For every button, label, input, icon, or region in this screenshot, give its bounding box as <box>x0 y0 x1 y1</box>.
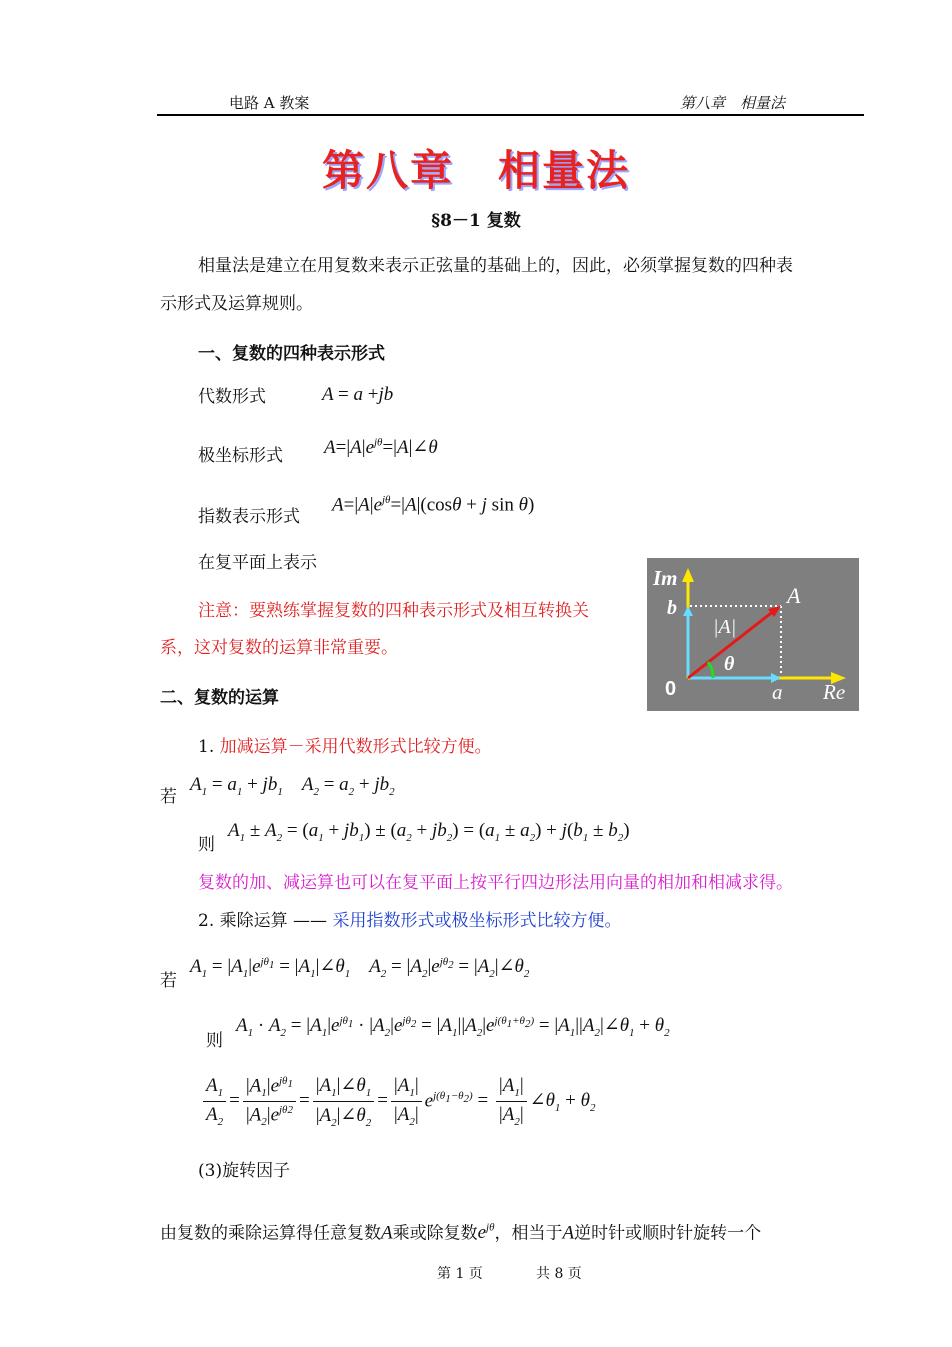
intro-line-2: 示形式及运算规则。 <box>160 294 313 314</box>
if1-formula: $A_1 = a_1 + jb_1$ $A_2 = a_2 + jb_2$ <box>190 774 395 798</box>
if2-label: 若 <box>160 971 177 991</box>
part2-heading: 二、复数的运算 <box>160 688 279 708</box>
re-label: Re <box>823 680 846 704</box>
origin-label: 0 <box>665 678 677 700</box>
addsub-formula: $A_1 \pm A_2 = (a_1 + jb_1) \pm (a_2 + jb_2) = (a_1 \pm a_2) + j(b_1 \pm b_2)$ <box>228 820 630 844</box>
then2-label: 则 <box>206 1031 223 1051</box>
item1 <box>198 735 492 759</box>
rotation-A-2: A <box>562 1222 575 1244</box>
rotation-exp: $e^{j\theta}$ <box>477 1222 495 1244</box>
rotation-text-4: 逆时针或顺时针旋转一个 <box>574 1223 762 1244</box>
note-line-2: 系，这对复数的运算非常重要。 <box>160 638 398 658</box>
theta-label: θ <box>724 653 735 675</box>
polar-formula: $A=|A|e^{j\theta}=|A|\angle\theta$ <box>324 436 438 458</box>
rotation-text-2: 乘或除复数 <box>392 1223 478 1244</box>
item1-text: 加减运算－采用代数形式比较方便。 <box>219 737 492 757</box>
if2-formula: $A_1 = |A_1|e^{j\theta_1}$ = $|A_1|\angle\theta_1$ $A_2 = |A_2|e^{j\theta_2}$ = $|A_2|\angle\theta_2$ <box>190 955 530 980</box>
a-label: a <box>772 680 783 704</box>
magnitude-label: |A| <box>713 616 737 638</box>
algebraic-formula: A = a +jb <box>322 384 394 405</box>
item1-number: 1. <box>198 737 215 757</box>
item3: (3)旋转因子 <box>198 1161 291 1181</box>
item2-method: 采用指数形式或极坐标形式比较方便。 <box>332 911 622 931</box>
if1-label: 若 <box>160 787 177 807</box>
complex-plane-figure <box>647 558 859 711</box>
b-label: b <box>667 597 677 619</box>
algebraic-label: 代数形式 <box>198 387 266 407</box>
polar-label: 极坐标形式 <box>198 446 283 466</box>
multiply-formula: $A_1 \cdot A_2 = |A_1|e^{j\theta_1} \cdot |A_2|e^{j\theta_2} = |A_1||A_2|e^{j(\theta_1+\theta_2)}$ = $|A_1||A_2|\angle\theta_1 + \theta_2$ <box>236 1014 670 1039</box>
header-rule <box>157 114 864 116</box>
rotation-A-1: A <box>381 1222 393 1244</box>
then1-label: 则 <box>198 835 215 855</box>
item2-number: 2. <box>198 911 215 931</box>
rotation-text-1: 由复数的乘除运算得任意复数 <box>160 1223 381 1244</box>
footer-total: 共 8 页 <box>536 1266 582 1282</box>
section-title: §8－1 复数 <box>431 211 521 231</box>
A-label: A <box>787 583 801 608</box>
chapter-title: 第八章 相量法 <box>321 146 630 195</box>
exponential-label: 指数表示形式 <box>198 507 300 527</box>
rotation-text-3: ，相当于 <box>494 1223 563 1244</box>
part1-heading: 一、复数的四种表示形式 <box>198 344 385 364</box>
header-left: 电路 A 教案 <box>229 94 310 112</box>
note-line-1: 注意：要熟练掌握复数的四种表示形式及相互转换关 <box>198 601 589 621</box>
im-label: Im <box>653 566 678 590</box>
divide-formula: $\frac{A_1}{A_2}$ = $\frac{|A_1|e^{j\theta_1}}{|A_2|e^{j\theta 2}}$ = $\frac{|A_1|\angle\theta_1}{|A_2|\angle\theta_2}$ = $\frac{|A_1|}{|A_2|}$ $e^{j(\theta_1-\theta_2)}$ = $\frac{|A_1|}{|A_2|}$ $\angle\theta_1 + \theta_2$ <box>200 1074 595 1129</box>
addsub-note: 复数的加、减运算也可以在复平面上按平行四边形法用向量的相加和相减求得。 <box>198 873 793 893</box>
intro-line-1: 相量法是建立在用复数来表示正弦量的基础上的，因此，必须掌握复数的四种表 <box>198 256 793 276</box>
item2-text: 乘除运算 —— <box>219 911 328 931</box>
header-right: 第八章 相量法 <box>680 94 786 112</box>
plane-label: 在复平面上表示 <box>198 553 317 573</box>
item2 <box>198 909 621 933</box>
footer-page: 第 1 页 <box>437 1266 483 1282</box>
exponential-formula: $A=|A|e^{j\theta}=|A|(\cos\theta + j$ sin θ) <box>332 494 535 516</box>
rotation-sentence <box>160 1216 761 1245</box>
